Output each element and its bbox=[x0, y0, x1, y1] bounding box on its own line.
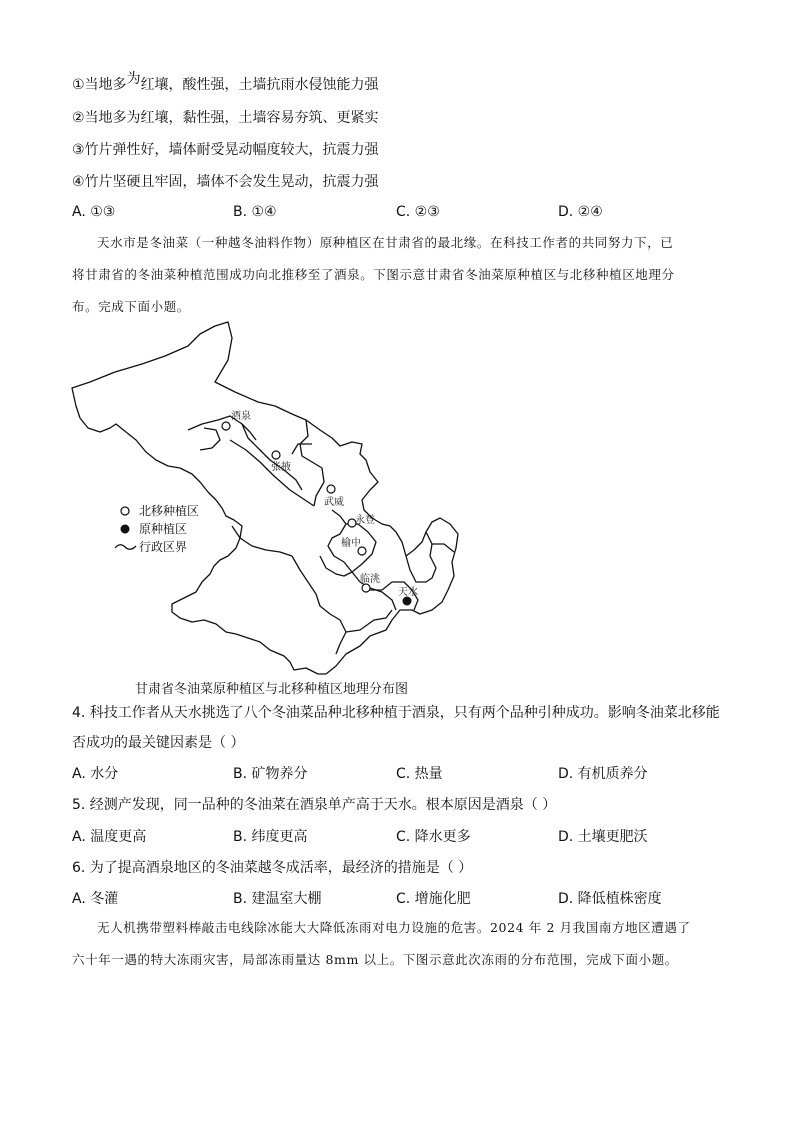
q4-options bbox=[72, 765, 722, 783]
q6-option-d[interactable]: D. 降低植株密度 bbox=[558, 891, 662, 907]
boundary-wuwei bbox=[300, 420, 324, 506]
statement-4: ④竹片坚硬且牢固，墙体不会发生晃动，抗震力强 bbox=[72, 174, 379, 190]
label-jiuquan: 酒泉 bbox=[231, 411, 251, 422]
label-yongdeng: 永登 bbox=[355, 515, 375, 526]
province-outline bbox=[72, 322, 458, 674]
label-lintao: 临洮 bbox=[360, 574, 380, 585]
legend-original-symbol bbox=[121, 525, 130, 534]
boundary-gannan bbox=[292, 556, 346, 654]
q5-options bbox=[72, 828, 722, 846]
boundary-longnan bbox=[346, 610, 392, 632]
q6-option-b[interactable]: B. 建温室大棚 bbox=[233, 891, 322, 907]
q4-option-d[interactable]: D. 有机质养分 bbox=[558, 766, 648, 782]
question-4 bbox=[72, 698, 732, 758]
boundary-jiuquan-south bbox=[200, 428, 220, 450]
q6-option-c[interactable]: C. 增施化肥 bbox=[396, 891, 471, 907]
q6-options bbox=[72, 890, 722, 908]
q4-option-c[interactable]: C. 热量 bbox=[396, 766, 443, 782]
label-yuzhong: 榆中 bbox=[341, 538, 361, 549]
statement-1-raised: 为 bbox=[126, 71, 141, 87]
question-6: 6. 为了提高酒泉地区的冬油菜越冬成活率，最经济的措施是（ ） bbox=[72, 860, 473, 876]
question-5: 5. 经测产发现，同一品种的冬油菜在酒泉单产高于天水。根本原因是酒泉（ ） bbox=[72, 797, 557, 813]
statement-1-prefix: ①当地多 bbox=[72, 77, 127, 93]
statement-1 bbox=[72, 71, 379, 94]
q6-option-a[interactable]: A. 冬灌 bbox=[72, 891, 119, 907]
passage1-line1: 天水市是冬油菜（一种越冬油料作物）原种植区在甘肃省的最北缘。在科技工作者的共同努力下，已 bbox=[97, 235, 674, 250]
q4-option-b[interactable]: B. 矿物养分 bbox=[233, 766, 308, 782]
site-lintao-marker bbox=[362, 584, 370, 592]
q5-option-a[interactable]: A. 温度更高 bbox=[72, 829, 147, 845]
q4-line1: 4. 科技工作者从天水挑选了八个冬油菜品种北移种植于酒泉，只有两个品种引种成功。影响冬油菜北移能 bbox=[72, 705, 720, 721]
legend-north-symbol bbox=[121, 507, 129, 515]
map-caption: 甘肃省冬油菜原种植区与北移种植区地理分布图 bbox=[135, 682, 409, 697]
label-zhangye: 张掖 bbox=[271, 462, 291, 473]
site-zhangye-marker bbox=[272, 451, 280, 459]
boundary-pingliang bbox=[406, 532, 426, 556]
passage1-line3: 布。完成下面小题。 bbox=[72, 299, 190, 314]
q5-option-c[interactable]: C. 降水更多 bbox=[396, 829, 471, 845]
map-legend bbox=[115, 503, 199, 554]
statement-3: ③竹片弹性好，墙体耐受晃动幅度较大，抗震力强 bbox=[72, 142, 379, 158]
label-wuwei: 武威 bbox=[324, 497, 344, 508]
gansu-map bbox=[70, 320, 460, 675]
legend-original-label: 原种植区 bbox=[139, 522, 188, 536]
passage-winter-rapeseed bbox=[72, 227, 722, 323]
q4-option-a[interactable]: A. 水分 bbox=[72, 766, 119, 782]
passage1-line2: 将甘肃省的冬油菜种植范围成功向北推移至了酒泉。下图示意甘肃省冬油菜原种植区与北移种植区地理分 bbox=[72, 267, 675, 282]
passage2-line2: 六十年一遇的特大冻雨灾害，局部冻雨量达 8mm 以上。下图示意此次冻雨的分布范围，完成下面小题。 bbox=[72, 952, 678, 967]
option-a[interactable]: A. ①③ bbox=[72, 204, 116, 220]
prev-question-options bbox=[72, 203, 722, 221]
statement-2: ②当地多为红壤，黏性强，土墙容易夯筑、更紧实 bbox=[72, 110, 379, 126]
q5-option-d[interactable]: D. 土壤更肥沃 bbox=[558, 829, 648, 845]
option-b[interactable]: B. ①④ bbox=[233, 204, 277, 220]
legend-boundary-label: 行政区界 bbox=[139, 540, 188, 554]
q5-option-b[interactable]: B. 纬度更高 bbox=[233, 829, 308, 845]
q4-line2: 否成功的最关键因素是（ ） bbox=[72, 735, 245, 751]
option-d[interactable]: D. ②④ bbox=[558, 204, 603, 220]
boundary-qingyang bbox=[432, 544, 454, 552]
option-c[interactable]: C. ②③ bbox=[396, 204, 440, 220]
passage-freezing-rain bbox=[72, 912, 722, 976]
statement-1-rest: 红壤，酸性强，土墙抗雨水侵蚀能力强 bbox=[140, 77, 379, 93]
label-tianshui: 天水 bbox=[398, 587, 418, 598]
passage2-line1: 无人机携带塑料棒敲击电线除冰能大大降低冻雨对电力设施的危害。2024 年 2 月我国南方地区遭遇了 bbox=[97, 920, 691, 935]
legend-north-label: 北移种植区 bbox=[139, 504, 200, 518]
legend-boundary-symbol bbox=[115, 545, 136, 550]
site-jiuquan-marker bbox=[222, 422, 230, 430]
site-wuwei-marker bbox=[327, 485, 335, 493]
